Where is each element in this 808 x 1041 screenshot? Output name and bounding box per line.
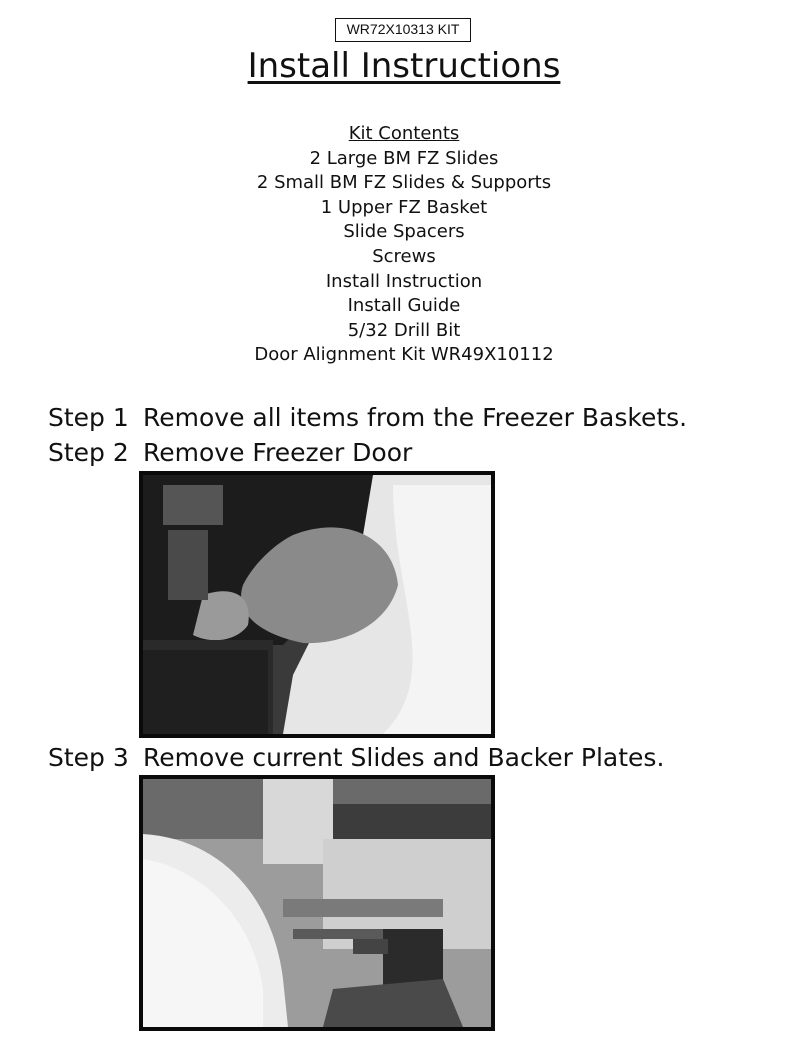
step-text: Remove all items from the Freezer Baskets. <box>143 403 688 432</box>
list-item: Slide Spacers <box>343 221 465 243</box>
kit-contents-heading: Kit Contents <box>348 123 460 144</box>
remove-slides-photo <box>139 775 495 1031</box>
list-item: 1 Upper FZ Basket <box>320 196 488 218</box>
list-item: 5/32 Drill Bit <box>347 319 461 341</box>
step-1 <box>48 402 687 434</box>
kit-part-number: WR72X10313 KIT <box>335 18 471 42</box>
remove-freezer-door-photo <box>139 471 495 738</box>
list-item: Install Instruction <box>325 270 483 292</box>
list-item: 2 Small BM FZ Slides & Supports <box>256 172 552 194</box>
step-2 <box>48 437 412 469</box>
list-item: Install Guide <box>347 295 461 317</box>
photo-illustration <box>143 475 491 734</box>
kit-contents-list <box>0 122 808 368</box>
list-item: Door Alignment Kit WR49X10112 <box>254 344 554 366</box>
step-text: Remove Freezer Door <box>143 438 413 467</box>
list-item: 2 Large BM FZ Slides <box>309 147 499 169</box>
list-item: Screws <box>372 245 436 267</box>
step-number: Step 2 <box>48 438 129 467</box>
step-text: Remove current Slides and Backer Plates. <box>143 743 665 772</box>
step-number: Step 3 <box>48 743 129 772</box>
photo-illustration <box>143 779 491 1027</box>
step-3 <box>48 742 664 774</box>
page-title: Install Instructions <box>247 46 561 86</box>
step-number: Step 1 <box>48 403 129 432</box>
